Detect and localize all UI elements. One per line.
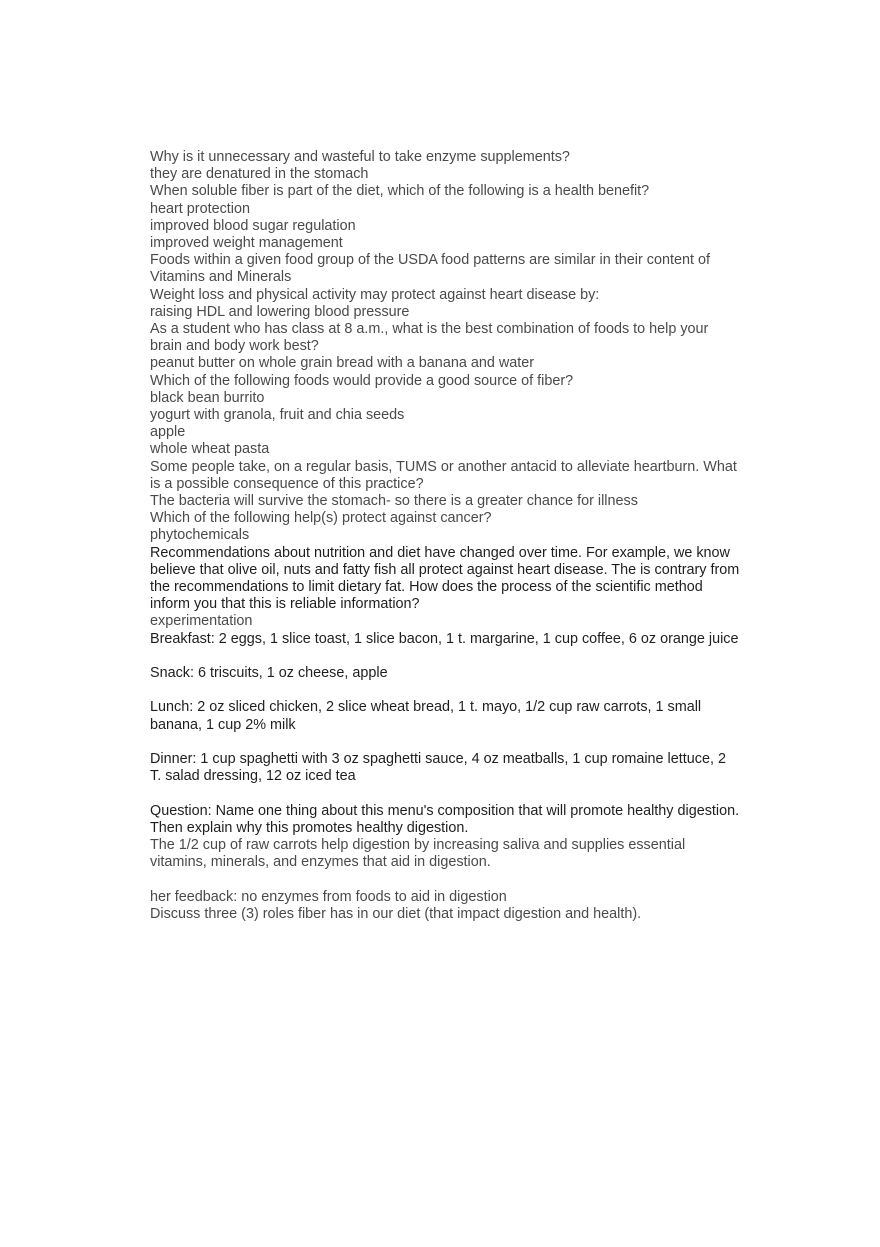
spacer	[150, 648, 740, 665]
answer-heart-protection: heart protection	[150, 200, 250, 217]
question-antacid: Some people take, on a regular basis, TUMS or another antacid to alleviate heartburn. What is a possible consequence of this practice?	[150, 458, 741, 492]
answer-cancer: phytochemicals	[150, 527, 250, 544]
answer-antacid: The bacteria will survive the stomach- so there is a greater chance for illness	[150, 493, 638, 510]
feedback: her feedback: no enzymes from foods to aid in digestion	[150, 888, 507, 905]
statement-food-groups: Foods within a given food group of the USDA food patterns are similar in their content of Vitamins and Minerals	[150, 252, 714, 286]
spacer	[150, 734, 740, 751]
spacer	[150, 682, 740, 699]
answer-whole-wheat-pasta: whole wheat pasta	[150, 441, 270, 458]
question-enzyme-supplements: Why is it unnecessary and wasteful to take enzyme supplements?	[150, 149, 570, 165]
question-menu-digestion: Question: Name one thing about this menu's composition that will promote healthy digestion. Then explain why this promotes healthy digestion.	[150, 802, 743, 836]
question-student-foods: As a student who has class at 8 a.m., what is the best combination of foods to help your brain and body work best?	[150, 321, 713, 355]
answer-menu-digestion: The 1/2 cup of raw carrots help digestion by increasing saliva and supplies essential vitamins, minerals, and enzymes that aid in digestion.	[150, 837, 690, 871]
menu-snack: Snack: 6 triscuits, 1 oz cheese, apple	[150, 665, 388, 682]
question-cancer: Which of the following help(s) protect against cancer?	[150, 510, 492, 527]
menu-lunch: Lunch: 2 oz sliced chicken, 2 slice wheat bread, 1 t. mayo, 1/2 cup raw carrots, 1 small banana, 1 cup 2% milk	[150, 699, 706, 733]
question-scientific-method: Recommendations about nutrition and diet have changed over time. For example, we know believe that olive oil, nuts and fatty fish all protect against heart disease. The is contrary from the recommendations to limit dietary fat. How does the process of the scientific method inform you that this is reliable information?	[150, 544, 744, 613]
question-fiber-source: Which of the following foods would provide a good source of fiber?	[150, 372, 574, 389]
answer-student-foods: peanut butter on whole grain bread with a banana and water	[150, 355, 535, 372]
question-heart-disease: Weight loss and physical activity may protect against heart disease by:	[150, 286, 600, 303]
spacer	[150, 785, 740, 802]
document-text	[150, 149, 744, 923]
answer-apple: apple	[150, 424, 186, 441]
question-fiber-roles: Discuss three (3) roles fiber has in our diet (that impact digestion and health).	[150, 905, 642, 922]
menu-breakfast: Breakfast: 2 eggs, 1 slice toast, 1 slice bacon, 1 t. margarine, 1 cup coffee, 6 oz orange juice	[150, 630, 739, 647]
spacer	[150, 871, 740, 888]
answer-yogurt: yogurt with granola, fruit and chia seeds	[150, 407, 405, 424]
question-soluble-fiber: When soluble fiber is part of the diet, which of the following is a health benefit?	[150, 183, 650, 200]
answer-scientific-method: experimentation	[150, 613, 253, 630]
answer-enzyme-supplements: they are denatured in the stomach	[150, 166, 369, 183]
answer-blood-sugar: improved blood sugar regulation	[150, 217, 356, 234]
menu-dinner: Dinner: 1 cup spaghetti with 3 oz spaghetti sauce, 4 oz meatballs, 1 cup romaine lettuce, 2 T. salad dressing, 12 oz iced tea	[150, 751, 730, 785]
answer-heart-disease: raising HDL and lowering blood pressure	[150, 303, 410, 320]
answer-black-bean-burrito: black bean burrito	[150, 389, 265, 406]
answer-weight-management: improved weight management	[150, 235, 343, 252]
